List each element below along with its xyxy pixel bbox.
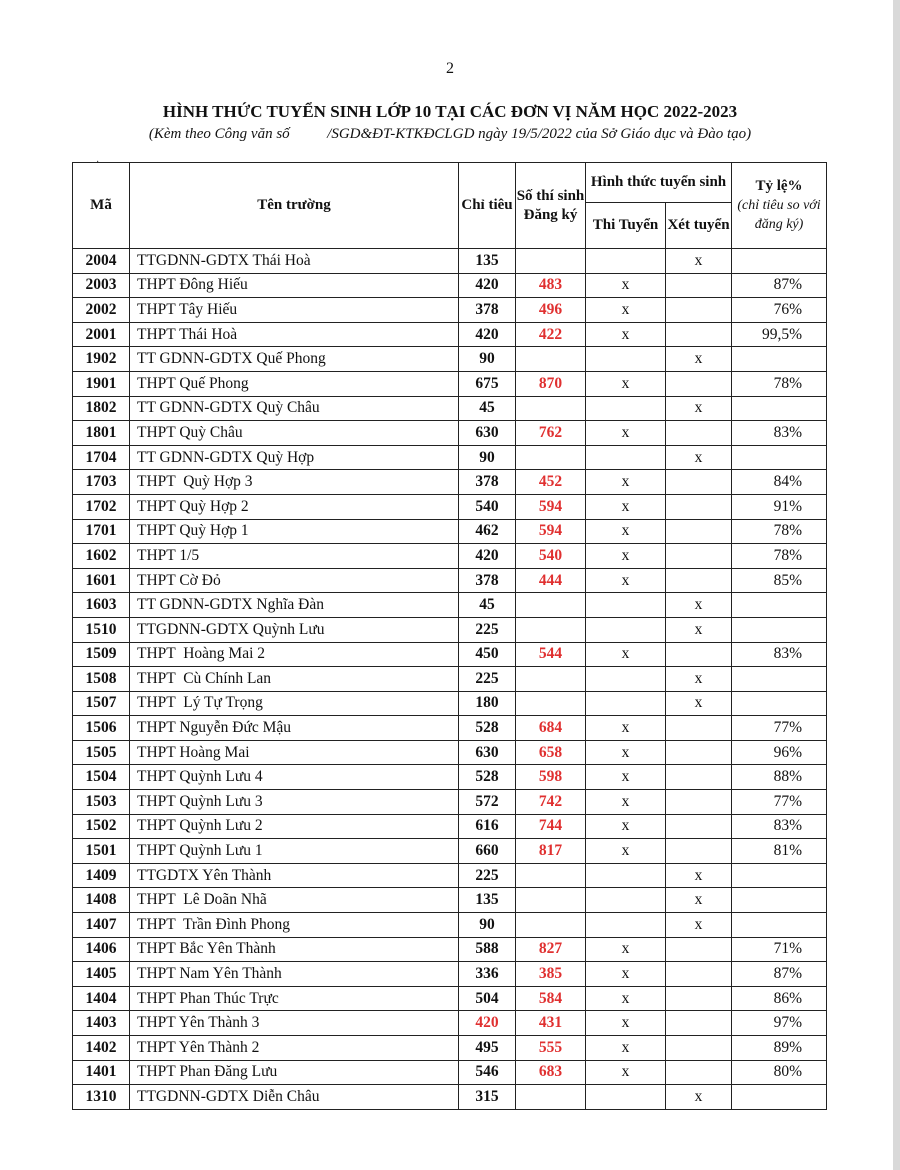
cell-review-mark: x <box>666 691 732 716</box>
table-row <box>73 642 827 667</box>
cell-review-mark <box>666 273 732 298</box>
cell-exam-mark: x <box>586 962 666 987</box>
cell-registered <box>516 445 586 470</box>
cell-code: 1704 <box>73 445 130 470</box>
cell-school-name: THPT Phan Đăng Lưu <box>130 1060 459 1085</box>
cell-ratio <box>732 347 827 372</box>
cell-school-name: THPT Hoàng Mai <box>130 740 459 765</box>
cell-ratio <box>732 396 827 421</box>
cell-quota: 420 <box>459 322 516 347</box>
cell-registered <box>516 347 586 372</box>
cell-review-mark <box>666 962 732 987</box>
table-row <box>73 544 827 569</box>
cell-exam-mark: x <box>586 790 666 815</box>
cell-code: 1402 <box>73 1036 130 1061</box>
cell-registered <box>516 249 586 274</box>
cell-school-name: THPT Quế Phong <box>130 371 459 396</box>
cell-registered <box>516 913 586 938</box>
table-row <box>73 593 827 618</box>
cell-exam-mark: x <box>586 740 666 765</box>
table-row <box>73 839 827 864</box>
cell-registered: 540 <box>516 544 586 569</box>
cell-school-name: THPT Hoàng Mai 2 <box>130 642 459 667</box>
cell-ratio: 88% <box>732 765 827 790</box>
cell-school-name: THPT Đông Hiếu <box>130 273 459 298</box>
page-number: 2 <box>446 60 454 77</box>
table-row <box>73 1036 827 1061</box>
cell-exam-mark: x <box>586 716 666 741</box>
table-row <box>73 519 827 544</box>
cell-ratio: 87% <box>732 273 827 298</box>
table-body <box>73 249 827 1110</box>
table-row <box>73 962 827 987</box>
cell-code: 1403 <box>73 1011 130 1036</box>
cell-exam-mark: x <box>586 470 666 495</box>
cell-review-mark <box>666 470 732 495</box>
cell-registered: 744 <box>516 814 586 839</box>
cell-ratio: 78% <box>732 544 827 569</box>
table-row <box>73 298 827 323</box>
cell-review-mark: x <box>666 445 732 470</box>
cell-exam-mark: x <box>586 421 666 446</box>
cell-quota: 135 <box>459 249 516 274</box>
cell-ratio <box>732 593 827 618</box>
cell-registered: 385 <box>516 962 586 987</box>
cell-school-name: THPT Bắc Yên Thành <box>130 937 459 962</box>
cell-registered: 496 <box>516 298 586 323</box>
cell-registered <box>516 888 586 913</box>
table-row <box>73 494 827 519</box>
cell-school-name: THPT Quỳnh Lưu 2 <box>130 814 459 839</box>
cell-school-name: TT GDNN-GDTX Quỳ Hợp <box>130 445 459 470</box>
cell-ratio <box>732 667 827 692</box>
cell-quota: 135 <box>459 888 516 913</box>
cell-quota: 660 <box>459 839 516 864</box>
cell-ratio: 77% <box>732 790 827 815</box>
cell-review-mark <box>666 1060 732 1085</box>
cell-review-mark <box>666 839 732 864</box>
table-row <box>73 716 827 741</box>
cell-quota: 540 <box>459 494 516 519</box>
cell-review-mark <box>666 1036 732 1061</box>
table-row <box>73 790 827 815</box>
cell-ratio: 78% <box>732 519 827 544</box>
cell-ratio <box>732 863 827 888</box>
table-row <box>73 1085 827 1110</box>
cell-code: 1510 <box>73 617 130 642</box>
table-row <box>73 986 827 1011</box>
cell-ratio <box>732 913 827 938</box>
table-row <box>73 617 827 642</box>
cell-code: 1401 <box>73 1060 130 1085</box>
cell-registered: 422 <box>516 322 586 347</box>
table-row <box>73 814 827 839</box>
cell-ratio <box>732 1085 827 1110</box>
cell-exam-mark: x <box>586 765 666 790</box>
cell-quota: 315 <box>459 1085 516 1110</box>
cell-quota: 45 <box>459 593 516 618</box>
cell-quota: 180 <box>459 691 516 716</box>
cell-exam-mark: x <box>586 814 666 839</box>
cell-quota: 495 <box>459 1036 516 1061</box>
cell-school-name: THPT Quỳ Hợp 3 <box>130 470 459 495</box>
cell-review-mark <box>666 322 732 347</box>
cell-school-name: TTGDNN-GDTX Quỳnh Lưu <box>130 617 459 642</box>
cell-code: 1508 <box>73 667 130 692</box>
cell-exam-mark: x <box>586 642 666 667</box>
cell-quota: 616 <box>459 814 516 839</box>
cell-review-mark <box>666 790 732 815</box>
cell-registered: 742 <box>516 790 586 815</box>
cell-code: 1603 <box>73 593 130 618</box>
cell-ratio <box>732 888 827 913</box>
cell-code: 1601 <box>73 568 130 593</box>
cell-exam-mark <box>586 347 666 372</box>
cell-code: 1701 <box>73 519 130 544</box>
table-row <box>73 273 827 298</box>
cell-exam-mark: x <box>586 1011 666 1036</box>
cell-exam-mark: x <box>586 986 666 1011</box>
table-row <box>73 249 827 274</box>
admission-table <box>72 162 827 1110</box>
cell-code: 1702 <box>73 494 130 519</box>
cell-exam-mark <box>586 593 666 618</box>
cell-code: 1506 <box>73 716 130 741</box>
cell-review-mark <box>666 298 732 323</box>
header-quota: Chỉ tiêu <box>459 163 516 249</box>
cell-exam-mark <box>586 445 666 470</box>
cell-ratio: 81% <box>732 839 827 864</box>
cell-school-name: THPT Yên Thành 2 <box>130 1036 459 1061</box>
cell-code: 1404 <box>73 986 130 1011</box>
cell-school-name: THPT Quỳnh Lưu 4 <box>130 765 459 790</box>
cell-code: 1502 <box>73 814 130 839</box>
cell-school-name: THPT Tây Hiếu <box>130 298 459 323</box>
cell-registered: 658 <box>516 740 586 765</box>
cell-exam-mark: x <box>586 937 666 962</box>
cell-exam-mark <box>586 888 666 913</box>
cell-exam-mark: x <box>586 371 666 396</box>
cell-school-name: THPT Lý Tự Trọng <box>130 691 459 716</box>
cell-quota: 90 <box>459 445 516 470</box>
table-row <box>73 470 827 495</box>
cell-quota: 572 <box>459 790 516 815</box>
cell-review-mark: x <box>666 617 732 642</box>
cell-school-name: THPT Phan Thúc Trực <box>130 986 459 1011</box>
cell-registered: 584 <box>516 986 586 1011</box>
cell-registered <box>516 593 586 618</box>
header-exam: Thi Tuyển <box>586 203 666 249</box>
header-registered: Số thí sinh Đăng ký <box>516 163 586 249</box>
cell-registered: 684 <box>516 716 586 741</box>
cell-quota: 90 <box>459 913 516 938</box>
cell-exam-mark <box>586 249 666 274</box>
cell-quota: 378 <box>459 298 516 323</box>
cell-school-name: THPT Quỳnh Lưu 3 <box>130 790 459 815</box>
cell-code: 1509 <box>73 642 130 667</box>
table-row <box>73 863 827 888</box>
cell-code: 1503 <box>73 790 130 815</box>
header-ratio-note: (chỉ tiêu so với đăng ký) <box>737 198 821 232</box>
cell-exam-mark <box>586 863 666 888</box>
cell-exam-mark: x <box>586 519 666 544</box>
table-row <box>73 1011 827 1036</box>
cell-ratio: 76% <box>732 298 827 323</box>
cell-ratio: 87% <box>732 962 827 987</box>
cell-exam-mark <box>586 617 666 642</box>
cell-registered: 870 <box>516 371 586 396</box>
cell-review-mark: x <box>666 396 732 421</box>
cell-school-name: THPT 1/5 <box>130 544 459 569</box>
table-row <box>73 421 827 446</box>
cell-review-mark <box>666 740 732 765</box>
cell-code: 1406 <box>73 937 130 962</box>
cell-registered: 444 <box>516 568 586 593</box>
table-row <box>73 937 827 962</box>
cell-review-mark <box>666 519 732 544</box>
table-row <box>73 765 827 790</box>
cell-school-name: THPT Trần Đình Phong <box>130 913 459 938</box>
table-row <box>73 396 827 421</box>
cell-code: 2002 <box>73 298 130 323</box>
cell-ratio: 78% <box>732 371 827 396</box>
cell-review-mark <box>666 765 732 790</box>
cell-ratio: 80% <box>732 1060 827 1085</box>
cell-school-name: THPT Nam Yên Thành <box>130 962 459 987</box>
cell-quota: 90 <box>459 347 516 372</box>
cell-ratio: 83% <box>732 642 827 667</box>
cell-quota: 528 <box>459 716 516 741</box>
table-row <box>73 667 827 692</box>
cell-quota: 225 <box>459 667 516 692</box>
cell-ratio: 83% <box>732 814 827 839</box>
cell-ratio: 89% <box>732 1036 827 1061</box>
cell-review-mark <box>666 716 732 741</box>
cell-registered <box>516 617 586 642</box>
cell-code: 1504 <box>73 765 130 790</box>
cell-registered: 594 <box>516 519 586 544</box>
cell-exam-mark: x <box>586 322 666 347</box>
table-row <box>73 347 827 372</box>
cell-exam-mark: x <box>586 568 666 593</box>
cell-registered: 594 <box>516 494 586 519</box>
cell-school-name: THPT Cờ Đỏ <box>130 568 459 593</box>
header-review: Xét tuyển <box>666 203 732 249</box>
cell-registered <box>516 667 586 692</box>
cell-ratio: 85% <box>732 568 827 593</box>
cell-quota: 45 <box>459 396 516 421</box>
cell-code: 1602 <box>73 544 130 569</box>
cell-review-mark: x <box>666 913 732 938</box>
cell-school-name: TT GDNN-GDTX Nghĩa Đàn <box>130 593 459 618</box>
cell-school-name: THPT Quỳ Hợp 1 <box>130 519 459 544</box>
cell-code: 2004 <box>73 249 130 274</box>
cell-code: 2003 <box>73 273 130 298</box>
header-method: Hình thức tuyển sinh <box>586 163 732 203</box>
cell-exam-mark <box>586 913 666 938</box>
cell-quota: 546 <box>459 1060 516 1085</box>
cell-exam-mark <box>586 667 666 692</box>
cell-review-mark: x <box>666 249 732 274</box>
cell-ratio <box>732 617 827 642</box>
cell-quota: 420 <box>459 273 516 298</box>
cell-review-mark: x <box>666 593 732 618</box>
cell-exam-mark: x <box>586 494 666 519</box>
cell-ratio <box>732 249 827 274</box>
table-row <box>73 1060 827 1085</box>
table-row <box>73 913 827 938</box>
cell-ratio: 96% <box>732 740 827 765</box>
cell-registered: 762 <box>516 421 586 446</box>
cell-quota: 378 <box>459 470 516 495</box>
cell-review-mark <box>666 421 732 446</box>
table-row <box>73 322 827 347</box>
cell-quota: 588 <box>459 937 516 962</box>
table-row <box>73 371 827 396</box>
cell-review-mark <box>666 814 732 839</box>
cell-quota: 504 <box>459 986 516 1011</box>
cell-school-name: THPT Quỳnh Lưu 1 <box>130 839 459 864</box>
cell-registered: 827 <box>516 937 586 962</box>
cell-quota: 528 <box>459 765 516 790</box>
cell-exam-mark: x <box>586 1060 666 1085</box>
cell-registered: 452 <box>516 470 586 495</box>
cell-exam-mark: x <box>586 544 666 569</box>
cell-ratio: 99,5% <box>732 322 827 347</box>
cell-exam-mark: x <box>586 298 666 323</box>
cell-review-mark <box>666 1011 732 1036</box>
cell-ratio: 83% <box>732 421 827 446</box>
cell-review-mark: x <box>666 1085 732 1110</box>
cell-exam-mark: x <box>586 839 666 864</box>
cell-code: 1801 <box>73 421 130 446</box>
cell-review-mark <box>666 544 732 569</box>
cell-registered: 555 <box>516 1036 586 1061</box>
cell-registered <box>516 863 586 888</box>
cell-code: 1501 <box>73 839 130 864</box>
cell-quota: 462 <box>459 519 516 544</box>
cell-code: 1407 <box>73 913 130 938</box>
cell-quota: 225 <box>459 617 516 642</box>
header-ratio <box>732 163 827 249</box>
cell-school-name: TTGDNN-GDTX Thái Hoà <box>130 249 459 274</box>
cell-school-name: THPT Quỳ Châu <box>130 421 459 446</box>
cell-code: 1409 <box>73 863 130 888</box>
cell-ratio <box>732 445 827 470</box>
cell-review-mark <box>666 568 732 593</box>
cell-code: 1505 <box>73 740 130 765</box>
cell-code: 1310 <box>73 1085 130 1110</box>
cell-registered: 544 <box>516 642 586 667</box>
cell-school-name: THPT Quỳ Hợp 2 <box>130 494 459 519</box>
cell-code: 1507 <box>73 691 130 716</box>
cell-review-mark: x <box>666 347 732 372</box>
header-school: Tên trường <box>130 163 459 249</box>
header-code: Mã <box>73 163 130 249</box>
cell-ratio: 71% <box>732 937 827 962</box>
cell-exam-mark <box>586 1085 666 1110</box>
cell-code: 1901 <box>73 371 130 396</box>
document-subtitle: (Kèm theo Công văn số /SGD&ĐT-KTKĐCLGD ngày 19/5/2022 của Sở Giáo dục và Đào tạo) <box>148 126 752 142</box>
cell-ratio: 77% <box>732 716 827 741</box>
cell-exam-mark <box>586 396 666 421</box>
cell-quota: 420 <box>459 1011 516 1036</box>
cell-exam-mark: x <box>586 273 666 298</box>
table-row <box>73 568 827 593</box>
cell-registered: 683 <box>516 1060 586 1085</box>
cell-code: 1902 <box>73 347 130 372</box>
cell-review-mark <box>666 986 732 1011</box>
cell-exam-mark <box>586 691 666 716</box>
cell-exam-mark: x <box>586 1036 666 1061</box>
cell-school-name: TT GDNN-GDTX Quỳ Châu <box>130 396 459 421</box>
cell-school-name: THPT Yên Thành 3 <box>130 1011 459 1036</box>
cell-school-name: TTGDTX Yên Thành <box>130 863 459 888</box>
cell-quota: 225 <box>459 863 516 888</box>
table-row <box>73 445 827 470</box>
table-row <box>73 888 827 913</box>
cell-registered: 431 <box>516 1011 586 1036</box>
cell-code: 1802 <box>73 396 130 421</box>
cell-school-name: THPT Cù Chính Lan <box>130 667 459 692</box>
table-row <box>73 691 827 716</box>
cell-quota: 378 <box>459 568 516 593</box>
cell-quota: 420 <box>459 544 516 569</box>
cell-review-mark <box>666 371 732 396</box>
cell-review-mark <box>666 937 732 962</box>
cell-school-name: THPT Nguyễn Đức Mậu <box>130 716 459 741</box>
document-title: HÌNH THỨC TUYỂN SINH LỚP 10 TẠI CÁC ĐƠN VỊ NĂM HỌC 2022-2023 <box>162 102 738 121</box>
cell-review-mark: x <box>666 888 732 913</box>
cell-review-mark <box>666 494 732 519</box>
cell-ratio: 97% <box>732 1011 827 1036</box>
cell-code: 1408 <box>73 888 130 913</box>
cell-school-name: THPT Lê Doãn Nhã <box>130 888 459 913</box>
cell-school-name: THPT Thái Hoà <box>130 322 459 347</box>
cell-review-mark <box>666 642 732 667</box>
header-ratio-title: Tỷ lệ% <box>755 178 803 194</box>
cell-registered <box>516 1085 586 1110</box>
stray-dot: · <box>96 157 100 168</box>
cell-school-name: TTGDNN-GDTX Diễn Châu <box>130 1085 459 1110</box>
table-row <box>73 740 827 765</box>
cell-review-mark: x <box>666 863 732 888</box>
cell-registered <box>516 396 586 421</box>
cell-registered <box>516 691 586 716</box>
cell-ratio: 91% <box>732 494 827 519</box>
cell-registered: 817 <box>516 839 586 864</box>
cell-review-mark: x <box>666 667 732 692</box>
cell-quota: 336 <box>459 962 516 987</box>
cell-registered: 598 <box>516 765 586 790</box>
cell-school-name: TT GDNN-GDTX Quế Phong <box>130 347 459 372</box>
cell-ratio: 84% <box>732 470 827 495</box>
cell-ratio: 86% <box>732 986 827 1011</box>
cell-code: 1703 <box>73 470 130 495</box>
cell-ratio <box>732 691 827 716</box>
cell-code: 2001 <box>73 322 130 347</box>
cell-quota: 675 <box>459 371 516 396</box>
cell-quota: 630 <box>459 421 516 446</box>
cell-quota: 450 <box>459 642 516 667</box>
cell-quota: 630 <box>459 740 516 765</box>
cell-code: 1405 <box>73 962 130 987</box>
cell-registered: 483 <box>516 273 586 298</box>
